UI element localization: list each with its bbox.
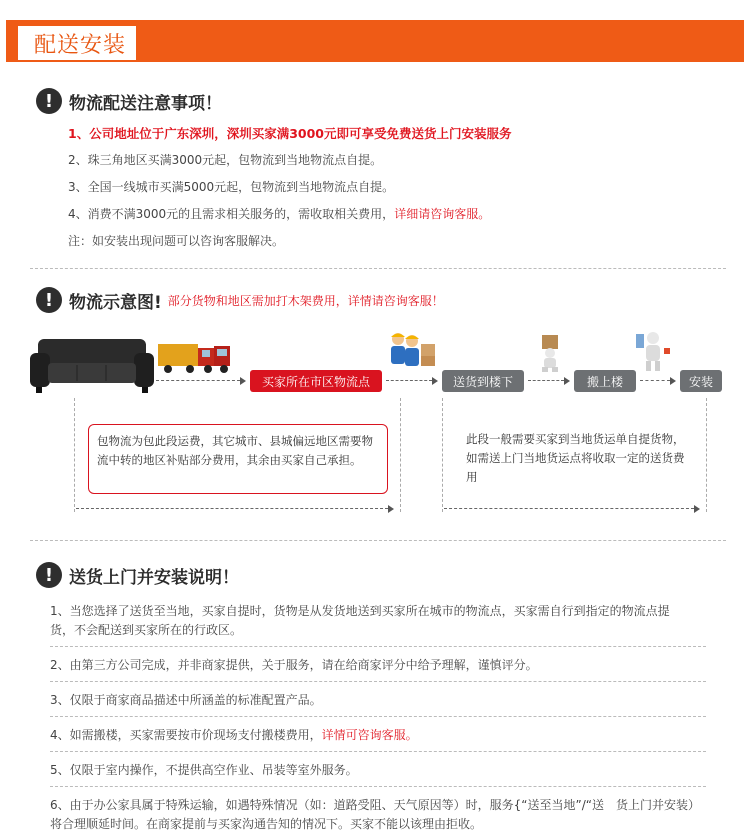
section2-subtitle: 部分货物和地区需加打木架费用，详情请咨询客服！ bbox=[167, 293, 444, 308]
header-bar bbox=[6, 20, 744, 60]
notice-item-4-text: 4、消费不满3000元的且需求相关服务的，需收取相关费用， bbox=[68, 207, 395, 221]
header-underline bbox=[6, 60, 744, 62]
truck-icon bbox=[158, 338, 230, 378]
section1-title-text: 物流配送注意事项！ bbox=[69, 93, 222, 114]
install-item-1: 1、当您选择了送货至当地，买家自提时，货物是从发货地送到买家所在城市的物流点，买家需自行到指定的物流点提货，不会配送到买家所在的行政区。 bbox=[50, 604, 670, 637]
bracket-line bbox=[706, 398, 707, 512]
bracket-line bbox=[400, 398, 401, 512]
install-item-3: 3、仅限于商家商品描述中所涵盖的标准配置产品。 bbox=[50, 693, 322, 707]
section1-title bbox=[36, 88, 222, 114]
install-item-5: 5、仅限于室内操作，不提供高空作业、吊装等室外服务。 bbox=[50, 763, 358, 777]
mover-icon bbox=[530, 333, 570, 373]
divider bbox=[50, 751, 706, 752]
notice-note: 注：如安装出现问题可以咨询客服解决。 bbox=[68, 234, 285, 248]
flow-arrow bbox=[156, 377, 246, 385]
divider bbox=[30, 268, 726, 269]
header-tab bbox=[18, 26, 136, 60]
divider bbox=[50, 716, 706, 717]
divider bbox=[50, 681, 706, 682]
notice-item-3: 3、全国一线城市买满5000元起，包物流到当地物流点自提。 bbox=[68, 180, 395, 194]
notice-item-2: 2、珠三角地区买满3000元起，包物流到当地物流点自提。 bbox=[68, 153, 383, 167]
page-title: 配送安装 bbox=[34, 33, 127, 58]
flow-arrow bbox=[386, 377, 438, 385]
consult-link[interactable]: 详细请咨询客服。 bbox=[394, 207, 491, 221]
exclamation-icon: ! bbox=[36, 88, 62, 114]
range-arrow bbox=[76, 505, 394, 513]
right-note: 此段一般需要买家到当地货运单自提货物，如需送上门当地货运点将收取一定的送货费用 bbox=[466, 432, 685, 484]
left-note: 包物流为包此段运费，其它城市、县城偏远地区需要物流中转的地区补贴部分费用，其余由买家自己承担。 bbox=[88, 424, 388, 494]
step-local-logistics: 买家所在市区物流点 bbox=[250, 370, 382, 392]
workers-icon bbox=[388, 330, 436, 368]
install-item-2: 2、由第三方公司完成，并非商家提供，关于服务，请在给商家评分中给予理解，谨慎评分。 bbox=[50, 658, 538, 672]
sofa-icon bbox=[30, 335, 154, 395]
section3-title-text: 送货上门并安装说明！ bbox=[69, 567, 239, 588]
divider bbox=[50, 786, 706, 787]
install-item-6: 6、由于办公家具属于特殊运输，如遇特殊情况（如：道路受阻、天气原因等）时，服务{“送至当地”/“送 货上门并安装）将合理顺延时间。在商家提前与买家沟通告知的情况下。买家不能以该理由拒收。 bbox=[50, 798, 700, 831]
bracket-line bbox=[74, 398, 75, 512]
section3-title bbox=[36, 562, 239, 588]
exclamation-icon: ! bbox=[36, 287, 62, 313]
section2-title bbox=[36, 287, 444, 313]
notice-item-1: 1、公司地址位于广东深圳，深圳买家满3000元即可享受免费送货上门安装服务 bbox=[68, 126, 512, 141]
flow-arrow bbox=[528, 377, 570, 385]
range-arrow bbox=[444, 505, 700, 513]
bracket-line bbox=[442, 398, 443, 512]
install-item-4 bbox=[50, 726, 418, 745]
step-carry-upstairs: 搬上楼 bbox=[574, 370, 636, 392]
exclamation-icon: ! bbox=[36, 562, 62, 588]
flow-arrow bbox=[640, 377, 676, 385]
step-deliver-downstairs: 送货到楼下 bbox=[442, 370, 524, 392]
consult-link[interactable]: 详情可咨询客服。 bbox=[321, 728, 418, 742]
divider bbox=[30, 540, 726, 541]
divider bbox=[50, 646, 706, 647]
notice-item-4 bbox=[68, 205, 490, 222]
section2-title-text: 物流示意图! bbox=[69, 292, 162, 313]
installer-icon bbox=[634, 330, 672, 372]
install-item-4-text: 4、如需搬楼，买家需要按市价现场支付搬楼费用， bbox=[50, 728, 322, 742]
step-install: 安装 bbox=[680, 370, 722, 392]
